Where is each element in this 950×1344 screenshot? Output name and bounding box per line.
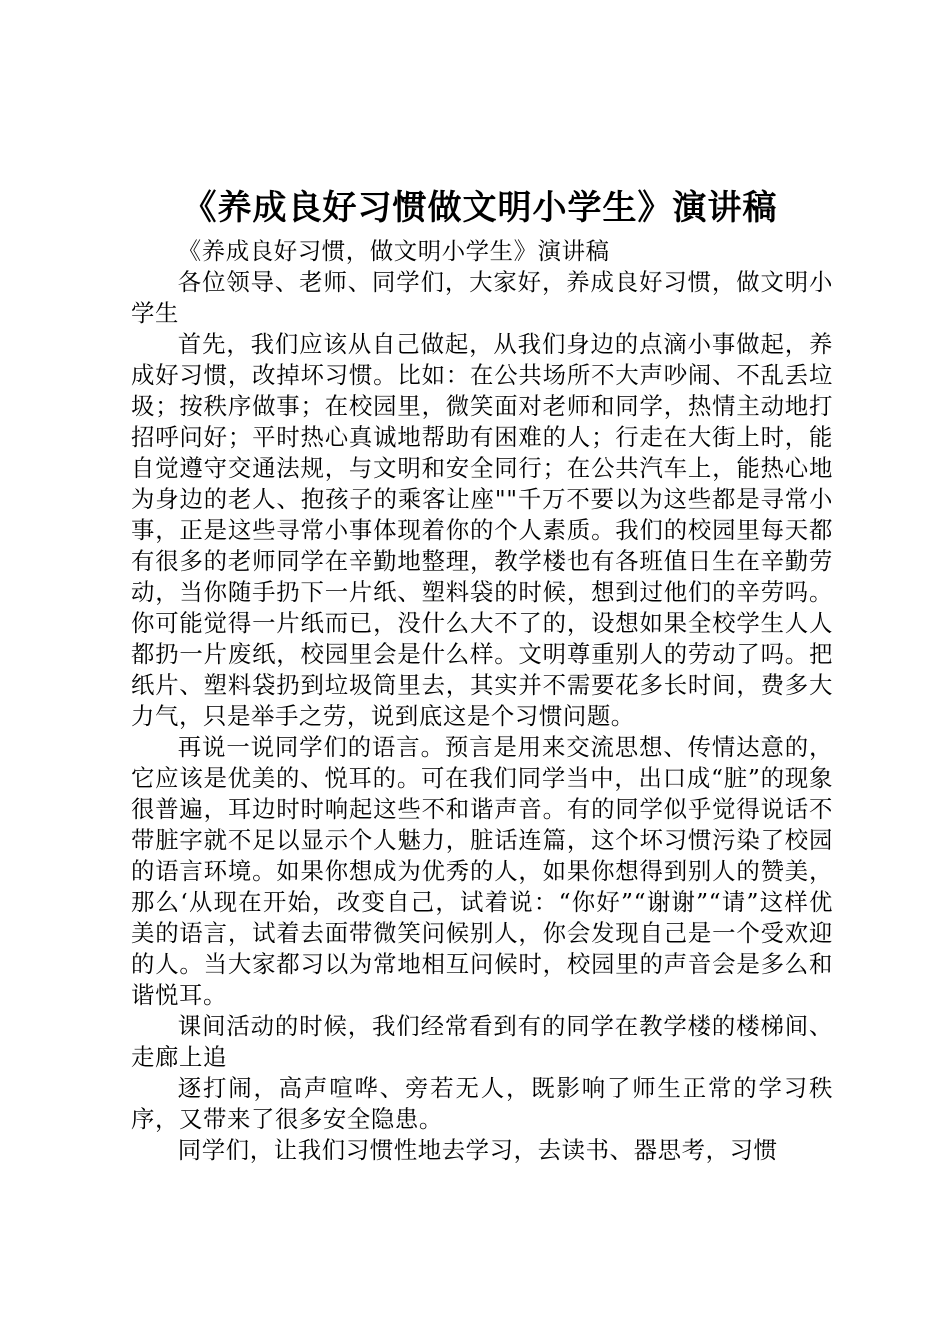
paragraph-closing: 同学们，让我们习惯性地去学习，去读书、器思考，习惯: [177, 1136, 778, 1164]
paragraph-language: 再说一说同学们的语言。预言是用来交流思想、传情达意的，它应该是优美的、悦耳的。可在我们同学当中，出口成“脏”的现象很普遍，耳边时时响起这些不和谐声音。有的同学似乎觉得说话不带脏字就不足以显示个人魅力，脏话连篇，这个坏习惯污染了校园的语言环境。如果你想成为优秀的人，如果你想得到别人的赞美，那么‘从现在开始，改变自己，试着说：“你好”“谢谢”“请”这样优美的语言，试着去面带微笑问候别人，你会发现自己是一个受欢迎的人。当大家都习以为常地相互问候时，校园里的声音会是多么和谐悦耳。: [131, 733, 833, 1009]
document-title: 《养成良好习惯做文明小学生》演讲稿: [182, 188, 778, 228]
document-body: [131, 236, 833, 1166]
paragraph-chasing: 逐打闹，高声喧哗、旁若无人，既影响了师生正常的学习秩序，又带来了很多安全隐患。: [131, 1074, 833, 1133]
paragraph-subtitle: 《养成良好习惯，做文明小学生》演讲稿: [177, 237, 610, 265]
paragraph-greeting: 各位领导、老师、同学们，大家好，养成良好习惯，做文明小学生: [131, 268, 833, 327]
paragraph-habits: 首先，我们应该从自己做起，从我们身边的点滴小事做起，养成好习惯，改掉坏习惯。比如：在公共场所不大声吵闹、不乱丢垃圾；按秩序做事；在校园里，微笑面对老师和同学，热情主动地打招呼问好；平时热心真诚地帮助有困难的人；行走在大街上时，能自觉遵守交通法规，与文明和安全同行；在公共汽车上，能热心地为身边的老人、抱孩子的乘客让座""千万不要以为这些都是寻常小事，正是这些寻常小事体现着你的个人素质。我们的校园里每天都有很多的老师同学在辛勤地整理，教学楼也有各班值日生在辛勤劳动，当你随手扔下一片纸、塑料袋的时候，想到过他们的辛劳吗。你可能觉得一片纸而已，没什么大不了的，设想如果全校学生人人都扔一片废纸，校园里会是什么样。文明尊重别人的劳动了吗。把纸片、塑料袋扔到垃圾筒里去，其实并不需要花多长时间，费多大力气，只是举手之劳，说到底这是个习惯问题。: [131, 330, 833, 730]
paragraph-recess: 课间活动的时候，我们经常看到有的同学在教学楼的楼梯间、走廊上追: [131, 1012, 833, 1071]
